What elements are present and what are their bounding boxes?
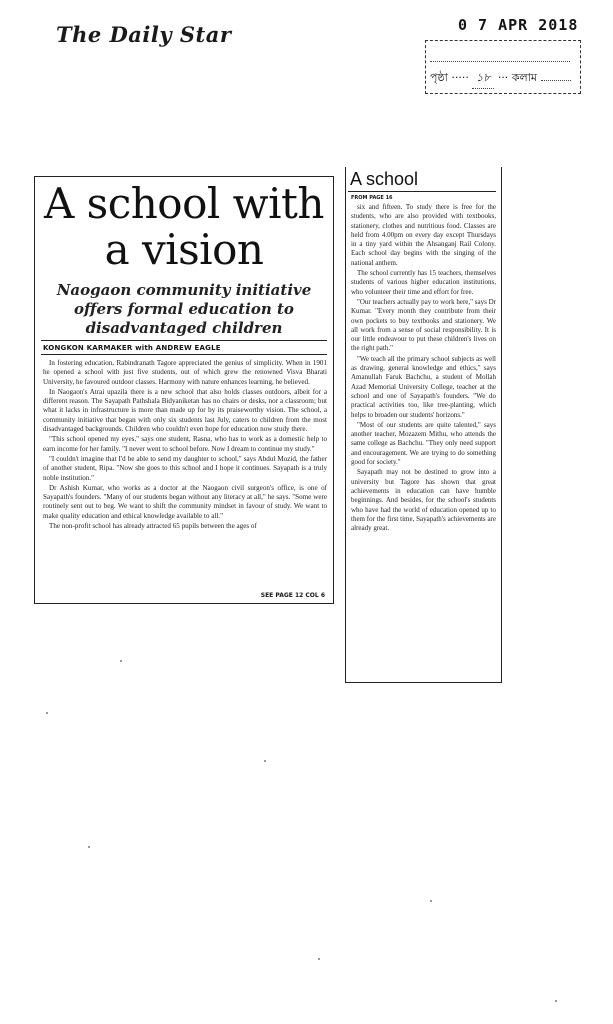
scan-speck — [120, 660, 122, 662]
continuation-body — [351, 203, 496, 534]
article-paragraph: "I couldn't imagine that I'd be able to send my daughter to school," says Abdul Mozid, the father of another student, Ripa. "Now she goes to this school and I hope it continues. Sayapath is a truly noble institution." — [43, 454, 327, 482]
stamp-page-value: ১৮ — [472, 69, 494, 89]
continuation-paragraph: six and fifteen. To study there is free for the students, who are also provided with textbooks, stationery, clothes and nutritious food. Classes are held from 4.00pm on every day except Thursdays in a tiny yard within the Ahsanganj Rail Colony. Each school day begins with the singing of the national anthem. — [351, 203, 496, 267]
article-panel — [34, 176, 334, 604]
article-subhead: Naogaon community initiative offers formal education to disadvantaged children — [56, 281, 312, 337]
article-paragraph: Dr Ashish Kumar, who works as a doctor at the Naogaon civil surgeon's office, is one of Sayapath's founders. "Many of our students began without any literacy at all," he says. "Some were routinely sent out to beg. We want to shift the community mindset in favour of study. We want to make quality education and ethical knowledge available to all." — [43, 483, 327, 520]
article-headline — [35, 181, 333, 273]
headline-line-1: A school with — [44, 179, 324, 228]
continuation-title: A school — [350, 169, 419, 189]
continuation-panel — [345, 167, 502, 683]
stamp-column-blank — [541, 80, 571, 81]
continuation-paragraph: The school currently has 15 teachers, themselves students of various higher education institutions, who volunteer their time and effort for free. — [351, 269, 496, 296]
newspaper-masthead: The Daily Star — [56, 22, 232, 47]
clipping-date-stamp: 0 7 APR 2018 — [458, 16, 579, 34]
continuation-paragraph: "Most of our students are quite talented," says another teacher, Mozazem Mithu, who attends the same college as Bachchu. "They only need support and encouragement. We are trying to do something good for society." — [351, 420, 496, 467]
continuation-paragraph: "Our teachers actually pay to work here," says Dr Kumar. "Every month they contribute from their own pockets to buy textbooks and stationery. We all work from a sense of social responsibility. It is our little endeavour to put these children's lives on the right path." — [351, 297, 496, 353]
stamp-blank-row — [430, 47, 570, 62]
stamp-page-label: পৃষ্ঠা — [430, 71, 448, 84]
article-body — [43, 359, 327, 532]
article-byline: KONGKON KARMAKER with ANDREW EAGLE — [43, 344, 221, 352]
scan-speck — [46, 712, 48, 714]
article-paragraph: The non-profit school has already attracted 65 pupils between the ages of — [49, 522, 257, 531]
article-paragraph: In Naogaon's Atrai upazila there is a new school that also holds classes outdoors, albeit for a different reason. The Sayapath Pathshala Bidyaniketan has no chairs or desks, nor a classroom; but what it lacks in infrastructure is more than made up for by its praiseworthy vision. The school, a community initiative that began with only six students last July, caters to children from the most disadvantaged backgrounds. Children who couldn't even hope for education now study there. — [43, 387, 327, 434]
scan-speck — [88, 846, 90, 848]
headline-line-2: a vision — [104, 225, 264, 274]
stamp-page-row: পৃষ্ঠা ····· ১৮ ··· কলাম — [430, 69, 570, 85]
continuation-paragraph: "We teach all the primary school subjects as well as drawing, general knowledge and ethics," says Amanullah Faruk Bachchu, a student of Mollah Azad Memorial University College, teacher at the school and one of Sayapath's founders. "We do practical activities too, like tree-planting, which helps to broaden our students' horizons." — [351, 354, 496, 419]
byline-bottom-rule — [41, 354, 327, 355]
scan-speck — [430, 900, 432, 902]
article-paragraph: "This school opened my eyes," says one student, Rasna, who has to work as a domestic help to earn income for her family. "I never went to school before. Now I dream to continue my study." — [43, 435, 327, 453]
stamp-column-label: কলাম — [511, 71, 538, 84]
scan-speck — [318, 958, 320, 960]
continuation-paragraph: Sayapath may not be destined to grow into a university but Tagore has shown that great achievements in education can have humble beginnings. And besides, for the school's students who have had the world of education opened up to them for the first time, Sayapath's achievements are already great. — [351, 468, 496, 533]
scan-speck — [264, 760, 266, 762]
from-page-note: FROM PAGE 16 — [351, 195, 393, 201]
continuation-title-rule — [348, 191, 496, 192]
byline-top-rule — [41, 340, 327, 341]
scan-speck — [555, 1000, 557, 1002]
article-paragraph: In fostering education, Rabindranath Tagore appreciated the genius of simplicity. When in 1901 he opened a school with just five students, out of which grew the renowned Visva Bharati University, he favoured outdoor classes. Harmony with nature enhances learning, he believed. — [43, 359, 327, 386]
see-page-note: SEE PAGE 12 COL 6 — [260, 592, 325, 599]
archive-stamp-box — [425, 40, 581, 94]
